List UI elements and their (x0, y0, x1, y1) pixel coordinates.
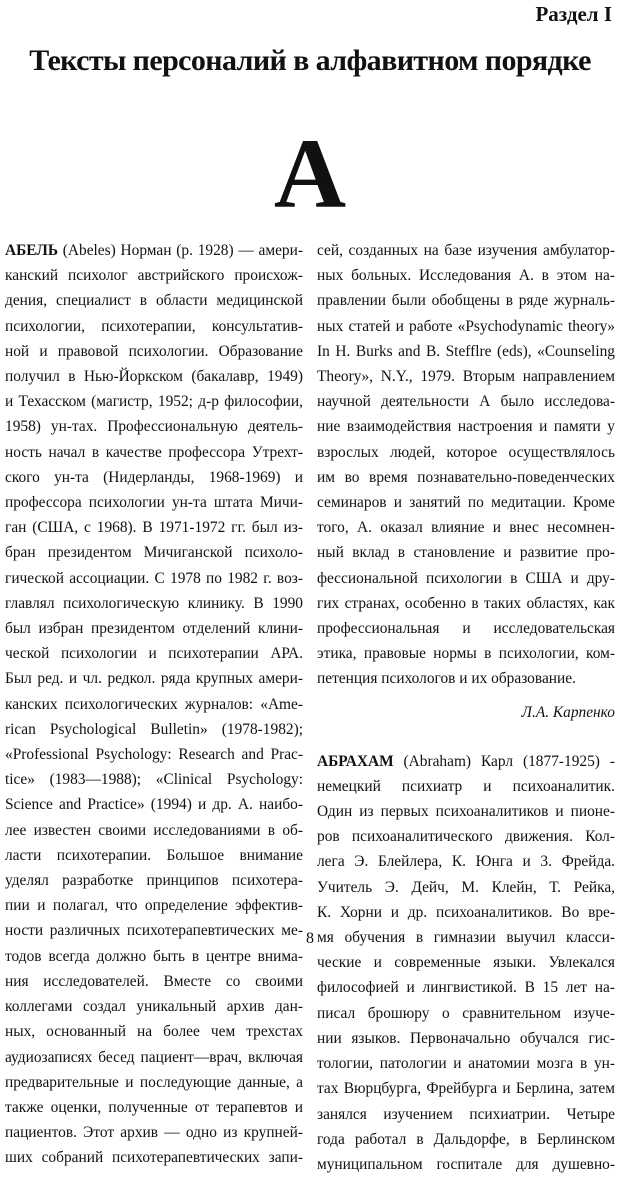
spacer (317, 725, 615, 749)
text-line: гической ассоциации. С 1978 по 1982 г. воз- (5, 569, 303, 587)
text-line: Theory», N.Y., 1979. Вторым направлением (317, 368, 615, 386)
text-line: тологии, патологии и анатомии мозга в ун- (317, 1055, 615, 1073)
text-line: ния исследователей. Вместе со своими (5, 972, 303, 990)
text-line: ности различных психотерапевтических ме- (5, 922, 303, 940)
text-line: ных, основанный на более чем трехстах (5, 1023, 303, 1041)
entry-first-line (5, 238, 303, 263)
page-title: Тексты персоналий в алфавитном порядке (29, 44, 591, 77)
text-line: К. Хорни и др. психоаналитиков. Во вре- (317, 903, 615, 921)
text-line: профессиональная и исследовательская (317, 620, 615, 638)
text-line: лее известен своими исследованиями в об- (5, 821, 303, 839)
entry-text: (Abeles) Норман (р. 1928) — амери- (58, 242, 303, 259)
text-line: канский психолог австрийского происхож- (5, 267, 303, 285)
text-line: им во время познавательно-поведенческих (317, 468, 615, 486)
text-line: тах Вюрцбурга, Фрейбурга и Берлина, затем (317, 1080, 615, 1098)
text-line: нии языков. Первоначально обучался гис- (317, 1029, 615, 1047)
text-line: бран президентом Мичиганской психоло- (5, 544, 303, 562)
text-line: «Professional Psychology: Research and Prac- (5, 746, 303, 764)
text-line: tice» (1983—1988); «Clinical Psychology: (5, 771, 303, 789)
entry-first-line (317, 749, 615, 774)
text-line: получил в Нью-Йоркском (бакалавр, 1949) (5, 368, 303, 386)
text-line: семинаров и занятий по медитации. Кроме (317, 494, 615, 512)
text-line: ческой психологии и психотерапии АРА. (5, 645, 303, 663)
text-line: занялся изучением психиатрии. Четыре (317, 1105, 615, 1123)
text-line: ского ун-та (Нидерланды, 1968-1969) и (5, 468, 303, 486)
text-line: In H. Burks and B. Stefflre (eds), «Counseling (317, 342, 615, 360)
text-line: ган (США, с 1968). В 1971-1972 гг. был из- (5, 519, 303, 537)
text-line: муниципальном госпитале для душевно- (317, 1155, 615, 1173)
text-line: гих странах, особенно в таких областях, как (317, 594, 615, 612)
text-line: ных статей и работе «Psychodynamic theory» (317, 317, 615, 335)
text-line: ческие и современные языки. Увлекался (317, 954, 615, 972)
text-line: пии и полагал, что определение эффектив- (5, 897, 303, 915)
text-line: канских психологических журналов: «Ame- (5, 695, 303, 713)
text-line: этика, правовые нормы в психологии, ком- (317, 645, 615, 663)
text-line: Science and Practice» (1994) и др. А. наибо- (5, 796, 303, 814)
text-line: профессора психологии ун-та штата Мичи- (5, 494, 303, 512)
author-signature: Л.А. Карпенко (521, 703, 615, 721)
text-line: ных больных. Исследования А. в этом на- (317, 267, 615, 285)
text-line: года работал в Дальдорфе, в Берлинском (317, 1130, 615, 1148)
text-line: Один из первых психоаналитиков и пионе- (317, 803, 615, 821)
text-line: философией и лингвистикой. В 15 лет на- (317, 979, 615, 997)
left-column (5, 238, 303, 1171)
text-line: был избран президентом отделений клини- (5, 620, 303, 638)
text-line: сей, созданных на базе изучения амбулатор- (317, 242, 615, 259)
text-line: правлении были обобщены в ряде журналь- (317, 292, 615, 310)
text-line: и Техасском (магистр, 1952; д-р философии, (5, 393, 303, 411)
text-line: предварительные и последующие данные, а (5, 1073, 303, 1091)
text-line: тодов всегда должно быть в центре внима- (5, 947, 303, 965)
text-line: психологии, психотерапии, консультатив- (5, 317, 303, 335)
text-line: rican Psychological Bulletin» (1978-1982); (5, 720, 303, 738)
text-line: ших собраний психотерапевтических запи- (5, 1149, 303, 1167)
text-line: ние взаимодействия настроения и памяти у (317, 418, 615, 436)
text-line: Был ред. и чл. редкол. ряда крупных амери- (5, 670, 303, 688)
text-line: писал брошюру о сравнительном изуче- (317, 1004, 615, 1022)
text-line: пациентов. Этот архив — одно из крупней- (5, 1124, 303, 1142)
text-line: мя обучения в гимназии выучил класси- (317, 929, 615, 947)
entry-headword: АБРАХАМ (317, 752, 394, 770)
text-line: того, А. оказал влияние и внес несомнен- (317, 519, 615, 537)
entry-text: (Abraham) Карл (1877-1925) - (393, 752, 615, 770)
text-line: ров психоаналитического движения. Кол- (317, 828, 615, 846)
text-line: немецкий психиатр и психоаналитик. (317, 777, 615, 795)
text-line: дения, специалист в области медицинской (5, 292, 303, 310)
text-line: взрослых людей, которое осуществлялось (317, 443, 615, 461)
alphabet-letter-heading: А (273, 118, 347, 229)
text-line: уделял разработке принципов психотера- (5, 872, 303, 890)
text-line: также оценки, полученные от терапевтов и (5, 1098, 303, 1116)
text-line: ласти психотерапии. Большое внимание (5, 846, 303, 864)
text-line: коллегами создал уникальный архив дан- (5, 998, 303, 1016)
text-line: ность начал в качестве профессора Утрехт- (5, 443, 303, 461)
section-label: Раздел I (535, 2, 612, 26)
text-line: фессиональной психологии в США и дру- (317, 569, 615, 587)
text-line: научной деятельности А было исследова- (317, 393, 615, 411)
right-column (317, 238, 615, 1177)
text-line: петенция психологов и их образование. (317, 670, 576, 688)
text-line: ной и правовой психологии. Образование (5, 342, 303, 360)
text-line: 1958) ун-тах. Профессиональную деятель- (5, 418, 303, 436)
text-line: лега Э. Блейлера, К. Юнга и 3. Фрейда. (317, 853, 615, 871)
entry-headword: АБЕЛЬ (5, 242, 58, 259)
text-line: главлял психологическую клинику. В 1990 (5, 594, 303, 612)
text-line: ный вклад в становление и развитие про- (317, 544, 615, 562)
text-line: Учитель Э. Дейч, М. Клейн, Т. Рейка, (317, 878, 615, 896)
page-number: 8 (306, 930, 314, 947)
text-line: аудиозаписях бесед пациент—врач, включая (5, 1048, 303, 1066)
